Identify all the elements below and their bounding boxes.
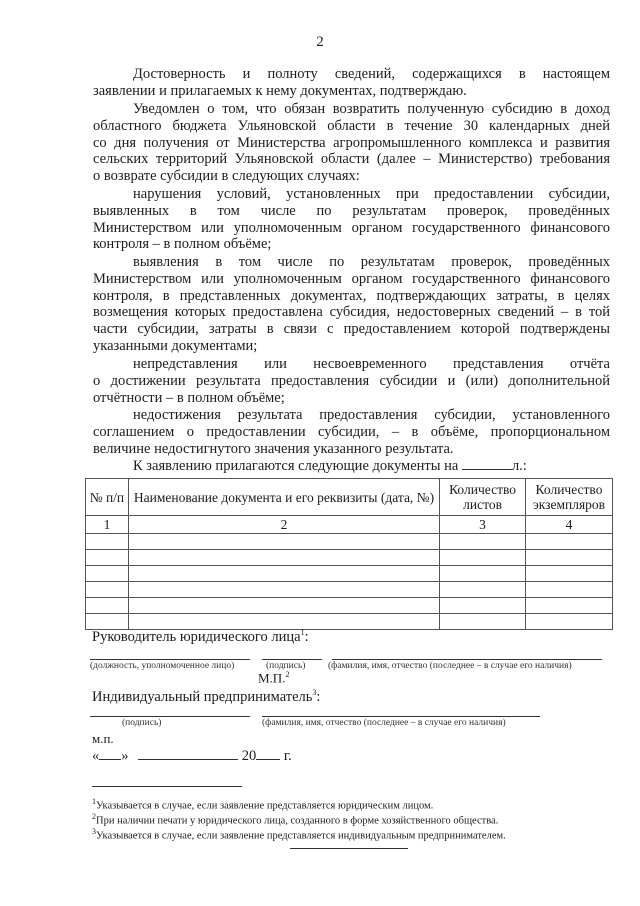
header-document-name: Наименование документа и его реквизиты (дата, №)	[128, 479, 439, 516]
table-cell[interactable]	[440, 598, 526, 614]
table-numbering-row	[86, 516, 613, 534]
stamp-label: м.п.	[92, 731, 114, 746]
paragraph-confirmation	[93, 66, 610, 100]
paragraph-notification	[93, 101, 610, 185]
table-row	[86, 598, 613, 614]
footnote-ref: 3	[312, 688, 317, 697]
text-line: Достоверность и полноту сведений, содержащихся в настоящем	[133, 66, 610, 82]
table-cell[interactable]	[86, 534, 129, 550]
sheet-count-field[interactable]	[462, 456, 512, 470]
name-field[interactable]	[332, 659, 602, 660]
text-line: нарушения условий, установленных при предоставлении субсидии,	[133, 186, 610, 202]
text-line: части субсидии, затраты в связи с предоставлением которой подтверждены	[93, 321, 610, 338]
date-line: « » 20 г.	[92, 748, 292, 764]
table-cell[interactable]	[128, 582, 439, 598]
table-row	[86, 534, 613, 550]
table-row	[86, 566, 613, 582]
text-line: выявленных в том числе по результатам проверок, проведённых	[93, 202, 610, 219]
caption-signature: (подпись)	[122, 718, 162, 728]
text-line: выявления в том числе по результатам проверок, проведённых	[133, 254, 610, 270]
table-header-row	[86, 479, 613, 516]
text-line: отчётности – в полном объёме;	[93, 389, 285, 406]
table-cell: 4	[526, 516, 613, 534]
text-line: Министерством или уполномоченным органом государственного финансового	[93, 219, 610, 236]
text-line: сельских территорий Ульяновской области (далее – Министерство) требования	[93, 151, 610, 168]
footnote-ref: 1	[300, 628, 305, 637]
text-line: непредставления или несвоевременного представления отчёта	[133, 356, 610, 372]
legal-head-label: Руководитель юридического лица$^1$:	[92, 628, 309, 645]
caption-name: (фамилия, имя, отчество (последнее – в случае его наличия)	[328, 661, 572, 671]
table-cell[interactable]	[440, 534, 526, 550]
table-row	[86, 582, 613, 598]
table-cell[interactable]	[440, 582, 526, 598]
table-cell: 1	[86, 516, 129, 534]
header-copies: Количество экземпляров	[526, 479, 613, 516]
table-cell[interactable]	[128, 550, 439, 566]
footnote-2: $^2$При наличии печати у юридического лица, созданного в форме хозяйственного общества.	[92, 812, 499, 827]
table-cell[interactable]	[128, 598, 439, 614]
bottom-rule	[290, 848, 408, 849]
day-field[interactable]	[99, 746, 121, 760]
table-cell[interactable]	[440, 614, 526, 630]
name-field[interactable]	[262, 716, 540, 717]
text-line: заявлении и прилагаемых к нему документах, подтверждаю.	[93, 82, 467, 99]
table-cell: 3	[440, 516, 526, 534]
table-cell[interactable]	[440, 550, 526, 566]
text-line: величине недостигнутого значения указанного результата.	[93, 440, 454, 457]
entrepreneur-label: Индивидуальный предприниматель$^3$:	[92, 688, 321, 705]
text-line: контроля – в полном объёме;	[93, 236, 272, 253]
table-cell[interactable]	[440, 566, 526, 582]
header-number: № п/п	[86, 479, 129, 516]
caption-name: (фамилия, имя, отчество (последнее – в случае его наличия)	[262, 718, 506, 728]
case-result	[93, 407, 610, 457]
year-field[interactable]	[256, 746, 280, 760]
table-cell[interactable]	[526, 614, 613, 630]
attachments-line	[133, 456, 527, 475]
attachments-suffix: л.:	[511, 458, 527, 474]
header-sheets: Количество листов	[440, 479, 526, 516]
documents-table	[85, 478, 613, 630]
text-line: о достижении результата предоставления субсидии и (или) дополнительной	[93, 372, 610, 389]
text-line: Министерством или уполномоченным органом государственного финансового	[93, 270, 610, 287]
footnote-separator	[92, 786, 242, 787]
text-line: указанными документами;	[93, 337, 258, 354]
footnote-ref: 2	[285, 670, 290, 679]
text-line: контроля, в представленных документах, подтверждающих затраты, в целях	[93, 287, 610, 304]
page-number: 2	[316, 34, 324, 50]
table-row	[86, 550, 613, 566]
text-line: соглашением о предоставлении субсидии, – в объёме, пропорциональном	[93, 423, 610, 440]
table-cell[interactable]	[86, 582, 129, 598]
table-cell[interactable]	[526, 598, 613, 614]
stamp-label: М.П.$^2$	[258, 670, 290, 686]
text-line: областного бюджета Ульяновской области в течение 30 календарных дней	[93, 117, 610, 134]
table-cell[interactable]	[128, 534, 439, 550]
text-line: о возврате субсидии в следующих случаях:	[93, 168, 360, 185]
month-field[interactable]	[138, 746, 238, 760]
footnote-1: $^1$Указывается в случае, если заявление представляется юридическим лицом.	[92, 797, 434, 812]
case-false-information	[93, 254, 610, 355]
caption-signature: (подпись)	[266, 661, 306, 671]
table-cell[interactable]	[526, 534, 613, 550]
position-field[interactable]	[90, 659, 250, 660]
signature-field[interactable]	[90, 716, 250, 717]
table-cell[interactable]	[86, 566, 129, 582]
footnote-3: $^3$Указывается в случае, если заявление представляется индивидуальным предпринимателем.	[92, 827, 506, 842]
table-cell[interactable]	[86, 550, 129, 566]
table-cell[interactable]	[128, 566, 439, 582]
text-line: Уведомлен о том, что обязан возвратить полученную субсидию в доход	[133, 101, 610, 117]
text-line: со дня получения от Министерства агропромышленного комплекса и развития	[93, 134, 610, 151]
table-cell[interactable]	[526, 566, 613, 582]
attachments-prefix: К заявлению прилагаются следующие документы на	[133, 458, 459, 474]
case-violation	[93, 186, 610, 253]
table-cell: 2	[128, 516, 439, 534]
case-report	[93, 356, 610, 406]
table-cell[interactable]	[526, 550, 613, 566]
table-cell[interactable]	[526, 582, 613, 598]
signature-field[interactable]	[262, 659, 322, 660]
table-cell[interactable]	[86, 598, 129, 614]
text-line: возмещения которых предоставлена субсидия, недостоверных сведений – в той	[93, 304, 610, 321]
text-line: недостижения результата предоставления субсидии, установленного	[133, 407, 610, 423]
caption-position: (должность, уполномоченное лицо)	[90, 661, 235, 671]
